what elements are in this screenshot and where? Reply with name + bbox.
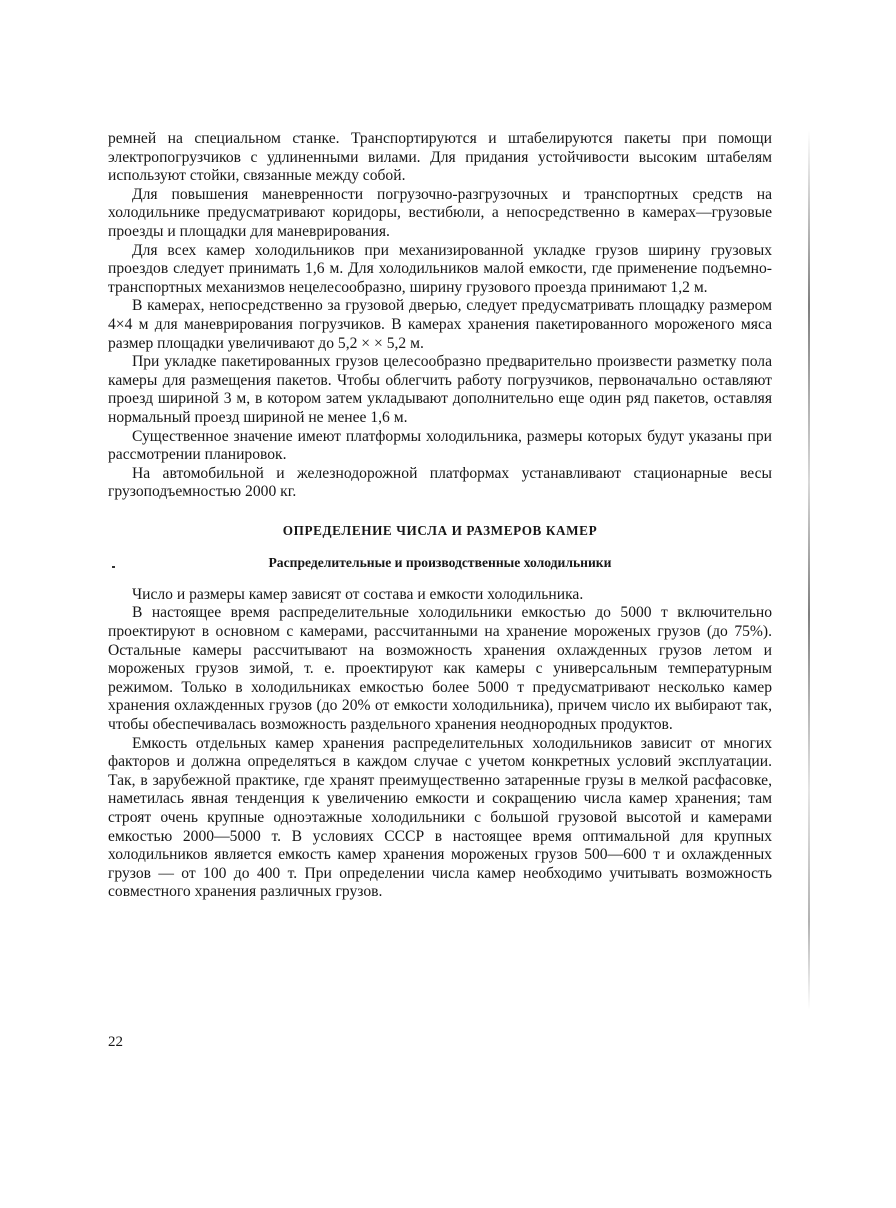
paragraph-scales: На автомобильной и железнодорожной платформах устанавливают стационарные весы грузоподъемностью 2000 кг. xyxy=(108,464,772,501)
page-number: 22 xyxy=(108,1034,123,1050)
paragraph-passage-width: Для всех камер холодильников при механизированной укладке грузов ширину грузовых проездов следует принимать 1,6 м. Для холодильников малой емкости, где применение подъемно-транспортных механизмов нецелесообразно, ширину грузового проезда принимают 1,2 м. xyxy=(108,241,772,296)
subsection-title: Распределительные и производственные холодильники xyxy=(268,554,612,570)
paragraph-number-and-size: Число и размеры камер зависят от состава и емкости холодильника. xyxy=(132,585,584,603)
section-title: ОПРЕДЕЛЕНИЕ ЧИСЛА И РАЗМЕРОВ КАМЕР xyxy=(282,522,598,538)
paragraph-continuation: ремней на специальном станке. Транспортируются и штабелируются пакеты при помощи электропогрузчиков с удлиненными вилами. Для придания устойчивости высоким штабелям используют стойки, связанные между собой. xyxy=(108,130,772,185)
paragraph-floor-marking: При укладке пакетированных грузов целесообразно предварительно произвести разметку пола камеры для размещения пакетов. Чтобы облегчить работу погрузчиков, первоначально оставляют проезд шириной 3 м, в котором затем укладывают дополнительно еще один ряд пакетов, оставляя нормальный проезд шириной не менее 1,6 м. xyxy=(108,353,772,426)
paragraph-maneuver-area: В камерах, непосредственно за грузовой дверью, следует предусматривать площадку размером 4×4 м для маневрирования погрузчиков. В камерах хранения пакетированного мороженого мяса размер площадки увеличивают до 5,2 × × 5,2 м. xyxy=(108,297,772,352)
scan-speck xyxy=(112,566,115,568)
page-body xyxy=(108,130,772,902)
paragraph-distribution-cold-stores: В настоящее время распределительные холодильники емкостью до 5000 т включительно проектируют в основном с камерами, рассчитанными на хранение мороженых грузов (до 75%). Остальные камеры рассчитывают на возможность хранения охлажденных грузов летом и мороженых грузов зимой, т. е. проектируют как камеры с универсальным температурным режимом. Только в холодильниках емкостью более 5000 т предусматривают несколько камер хранения охлажденных грузов (до 20% от емкости холодильника), причем число их выбирают так, чтобы обеспечивалась возможность раздельного хранения неоднородных продуктов. xyxy=(108,604,772,734)
paragraph-platforms: Существенное значение имеют платформы холодильника, размеры которых будут указаны при рассмотрении планировок. xyxy=(108,427,772,464)
scan-edge-line xyxy=(808,130,810,1010)
paragraph-maneuverability: Для повышения маневренности погрузочно-разгрузочных и транспортных средств на холодильнике предусматривают коридоры, вестибюли, а непосредственно в камерах—грузовые проезды и площадки для маневрирования. xyxy=(108,185,772,240)
paragraph-chamber-capacity: Емкость отдельных камер хранения распределительных холодильников зависит от многих факторов и должна определяться в каждом случае с учетом конкретных условий эксплуатации. Так, в зарубежной практике, где хранят преимущественно затаренные грузы в мелкой расфасовке, наметилась явная тенденция к увеличению емкости и сокращению числа камер хранения; там строят очень крупные одноэтажные холодильники с большой грузовой высотой и камерами емкостью 2000—5000 т. В условиях СССР в настоящее время оптимальной для крупных холодильников является емкость камер хранения мороженых грузов 500—600 т и охлажденных грузов — от 100 до 400 т. При определении числа камер необходимо учитывать возможность совместного хранения различных грузов. xyxy=(108,734,772,901)
